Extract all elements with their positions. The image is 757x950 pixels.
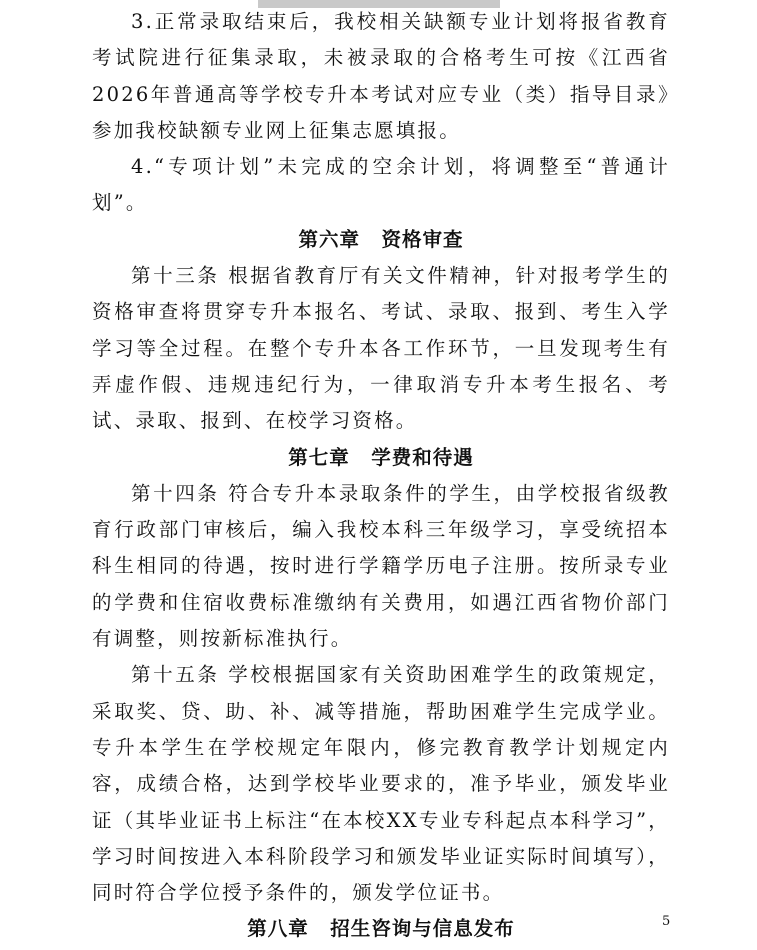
paragraph-clause-3: 3.正常录取结束后，我校相关缺额专业计划将报省教育考试院进行征集录取，未被录取的合格考生可按《江西省2026年普通高等学校专升本考试对应专业（类）指导目录》参加我校缺额专业网上征集志愿填报。 — [92, 10, 670, 142]
article-15-paragraph: 第十五条 学校根据国家有关资助困难学生的政策规定，采取奖、贷、助、补、减等措施，帮助困难学生完成学业。专升本学生在学校规定年限内，修完教育教学计划规定内容，成绩合格，达到学校毕业要求的，准予毕业，颁发毕业证（其毕业证书上标注“在本校XX专业专科起点本科学习”，学习时间按进入本科阶段学习和颁发毕业证实际时间填写），同时符合学位授予条件的，颁发学位证书。 — [92, 663, 670, 905]
chapter-7-number: 第七章 — [288, 445, 350, 469]
page-number: 5 — [662, 914, 671, 929]
chapter-8-title: 招生咨询与信息发布 — [330, 917, 515, 941]
document-page — [92, 4, 670, 948]
chapter-6-heading — [92, 222, 670, 258]
chapter-7-title: 学费和待遇 — [371, 445, 474, 469]
chapter-6-number: 第六章 — [298, 227, 361, 251]
chapter-7-heading — [92, 440, 670, 476]
chapter-6-title: 资格审查 — [381, 227, 464, 251]
chapter-8-heading — [92, 911, 670, 947]
article-14-paragraph: 第十四条 符合专升本录取条件的学生，由学校报省级教育行政部门审核后，编入我校本科三年级学习，享受统招本科生相同的待遇，按时进行学籍学历电子注册。按所录专业的学费和住宿收费标准缴纳有关费用，如遇江西省物价部门有调整，则按新标准执行。 — [92, 481, 670, 651]
paragraph-clause-4: 4.“专项计划”未完成的空余计划，将调整至“普通计划”。 — [92, 155, 670, 215]
chapter-8-number: 第八章 — [247, 917, 309, 941]
article-13-paragraph: 第十三条 根据省教育厅有关文件精神，针对报考学生的资格审查将贯穿专升本报名、考试、录取、报到、考生入学学习等全过程。在整个专升本各工作环节，一旦发现考生有弄虚作假、违规违纪行为，一律取消专升本考生报名、考试、录取、报到、在校学习资格。 — [92, 264, 670, 433]
